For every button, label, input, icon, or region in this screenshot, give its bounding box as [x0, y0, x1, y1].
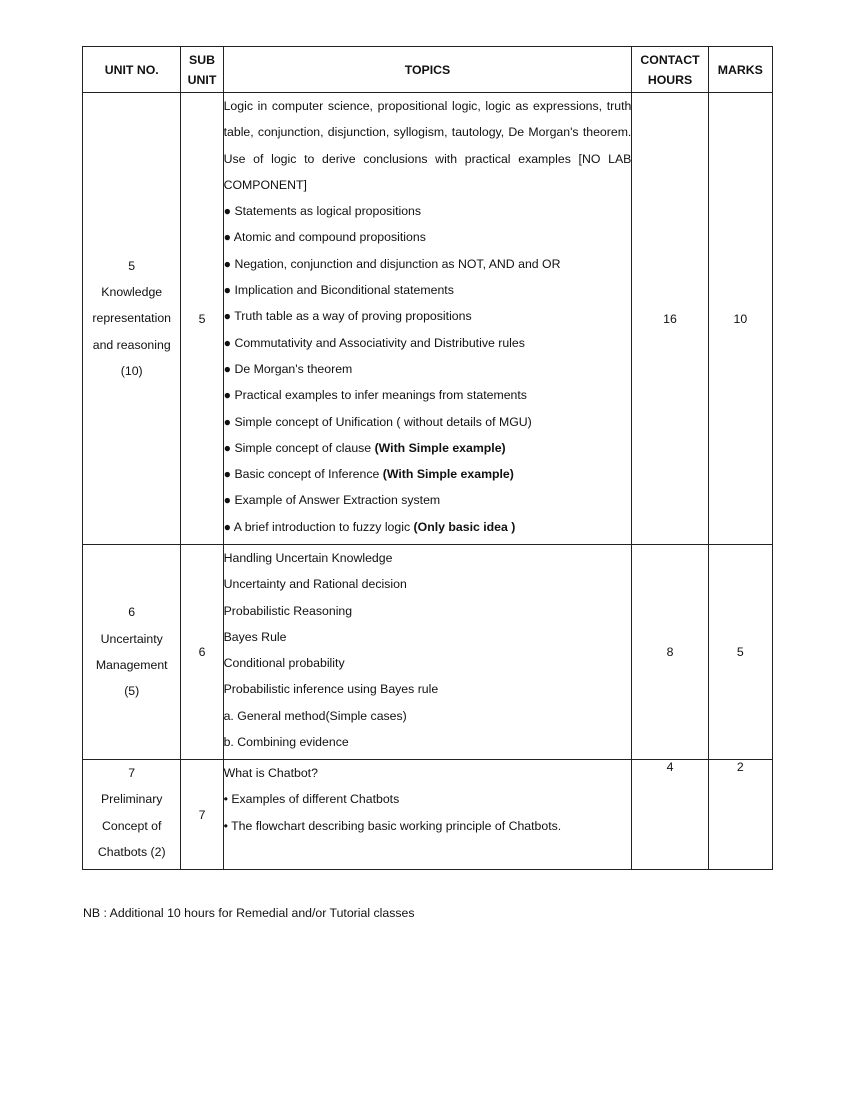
topic-line: What is Chatbot? — [223, 766, 318, 780]
topic-bullet: ● Statements as logical propositions — [223, 204, 422, 219]
topic-bullet: ● Implication and Biconditional statements — [223, 283, 454, 298]
topics-cell — [223, 760, 632, 870]
topic-bullet: ● A brief introduction to fuzzy logic (Only basic idea ) — [223, 519, 516, 534]
header-contact-hours: CONTACT HOURS — [632, 47, 708, 93]
topic-line: Handling Uncertain Knowledge — [223, 551, 393, 565]
unit-title-line: Knowledge — [101, 285, 163, 300]
topic-bullet: ● Simple concept of Unification ( without details of MGU) — [223, 414, 532, 429]
topic-bullet: • Examples of different Chatbots — [223, 792, 400, 807]
table-row — [83, 760, 773, 870]
topic-bullet: ● Practical examples to infer meanings from statements — [223, 388, 527, 403]
contact-hours-cell: 16 — [632, 93, 708, 545]
topic-line: Bayes Rule — [223, 629, 287, 644]
unit-marks-note: (10) — [120, 363, 143, 378]
header-topics: TOPICS — [223, 47, 632, 93]
topic-bullet: ● Truth table as a way of proving propositions — [223, 309, 472, 324]
topic-bullet: ● Commutativity and Associativity and Distributive rules — [223, 335, 525, 350]
table-row — [83, 545, 773, 760]
topic-bullet: • The flowchart describing basic working principle of Chatbots. — [223, 818, 562, 833]
unit-number: 5 — [128, 258, 136, 273]
footnote: NB : Additional 10 hours for Remedial and/or Tutorial classes — [83, 906, 415, 920]
header-marks: MARKS — [708, 47, 772, 93]
unit-number: 7 — [128, 766, 136, 780]
topic-line: Probabilistic Reasoning — [223, 603, 353, 618]
topic-bullet: ● Example of Answer Extraction system — [223, 493, 441, 508]
topic-line: b. Combining evidence — [223, 735, 349, 750]
contact-hours-cell: 4 — [632, 760, 708, 870]
sub-unit-cell: 5 — [181, 93, 223, 545]
topic-line: Uncertainty and Rational decision — [223, 577, 407, 592]
unit-title-line: and reasoning — [92, 337, 171, 352]
unit-title-line: Uncertainty — [100, 631, 163, 646]
topic-bullet: ● De Morgan's theorem — [223, 361, 353, 376]
unit-number: 6 — [128, 605, 136, 620]
header-row — [83, 47, 773, 93]
contact-hours-cell: 8 — [632, 545, 708, 760]
topic-bullet: ● Negation, conjunction and disjunction as NOT, AND and OR — [223, 256, 561, 271]
topics-cell — [223, 93, 632, 545]
marks-cell: 2 — [708, 760, 772, 870]
topic-line: Conditional probability — [223, 656, 345, 671]
topic-line: Probabilistic inference using Bayes rule — [223, 682, 439, 697]
unit-title-line: Concept of — [101, 818, 162, 833]
topic-bullet: ● Simple concept of clause (With Simple example) — [223, 440, 506, 455]
topic-bullet: ● Atomic and compound propositions — [223, 230, 426, 245]
syllabus-table — [82, 46, 773, 870]
topics-cell — [223, 545, 632, 760]
unit-title-line: Chatbots (2) — [97, 844, 166, 859]
unit-cell — [83, 545, 181, 760]
marks-cell: 10 — [708, 93, 772, 545]
unit-title-line: representation — [92, 311, 172, 326]
unit-title-line: Preliminary — [100, 792, 163, 807]
unit-marks-note: (5) — [124, 684, 140, 699]
table-row — [83, 93, 773, 545]
header-unit-no: UNIT NO. — [83, 47, 181, 93]
sub-unit-cell: 6 — [181, 545, 223, 760]
marks-cell: 5 — [708, 545, 772, 760]
header-sub-unit: SUB UNIT — [181, 47, 223, 93]
sub-unit-cell: 7 — [181, 760, 223, 870]
unit-cell — [83, 760, 181, 870]
unit-title-line: Management — [95, 658, 168, 672]
topic-bullet: ● Basic concept of Inference (With Simple example) — [223, 467, 514, 482]
topic-line: a. General method(Simple cases) — [223, 708, 407, 723]
unit-cell — [83, 93, 181, 545]
topics-intro: Logic in computer science, propositional logic, logic as expressions, truth table, conjunction, disjunction, syllogism, tautology, De Morgan's theorem. Use of logic to derive conclusions with practical examples [NO LAB COMPONENT] — [223, 99, 632, 192]
